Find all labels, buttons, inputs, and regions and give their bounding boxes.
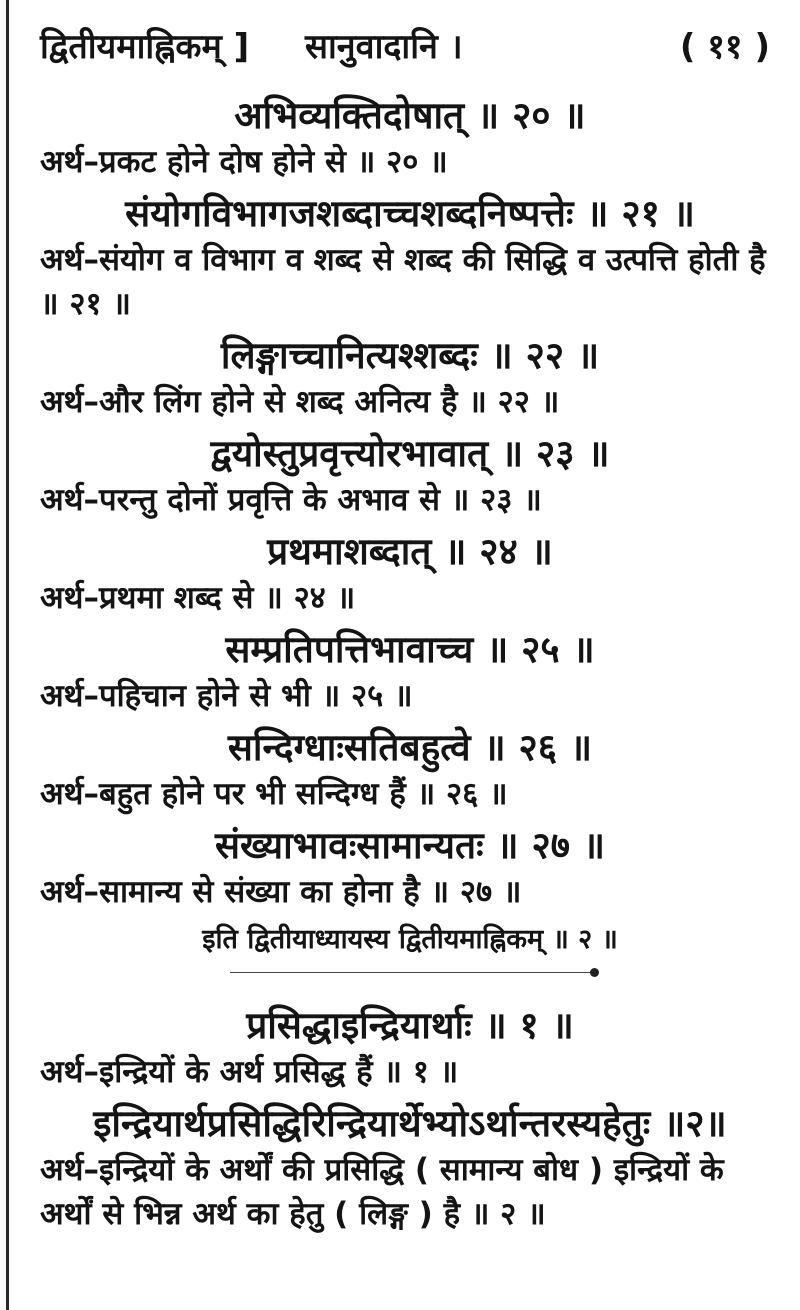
running-header [40, 22, 770, 82]
divider-line [230, 972, 590, 973]
sutra-text: सन्दिग्धाःसतिबहुत्वे ॥ २६ ॥ [227, 726, 593, 769]
header-section-title: द्वितीयमाह्निकम् ] [40, 27, 250, 67]
sutra-text: प्रसिद्धाइन्द्रियार्थाः ॥ १ ॥ [246, 1004, 574, 1047]
sutra-meaning: अर्थ–संयोग व विभाग व शब्द से शब्द की सिद्धि व उत्पत्ति होती है ॥ २१ ॥ [40, 242, 766, 322]
sutra-meaning: अर्थ–और लिंग होने से शब्द अनित्य है ॥ २२ ॥ [40, 384, 560, 420]
sutra-text: सम्प्रतिपत्तिभावाच्च ॥ २५ ॥ [225, 628, 595, 671]
section-divider [230, 966, 590, 980]
sutra-text: इन्द्रियार्थप्रसिद्धिरिन्द्रियार्थेभ्योऽर्थान्तरस्यहेतुः ॥२॥ [93, 1102, 727, 1145]
sutra-meaning: अर्थ–प्रथमा शब्द से ॥ २४ ॥ [40, 580, 356, 616]
sutra-meaning: अर्थ–इन्द्रियों के अर्थों की प्रसिद्धि ( सामान्य बोध ) इन्द्रियों के अर्थों से भिन्न अर्थ का हेतु ( लिङ्ग ) है ॥ २ ॥ [40, 1152, 724, 1232]
sutra-text: संयोगविभागजशब्दाच्चशब्दनिष्पत्तेः ॥ २१ ॥ [125, 192, 695, 235]
sutra-meaning: अर्थ–पहिचान होने से भी ॥ २५ ॥ [40, 678, 413, 714]
sutra-meaning: अर्थ–सामान्य से संख्या का होना है ॥ २७ ॥ [40, 874, 522, 910]
page-body [40, 92, 780, 1242]
chapter-colophon: इति द्वितीयाध्यायस्य द्वितीयमाह्निकम् ॥ २ ॥ [202, 924, 618, 955]
sutra-meaning: अर्थ–इन्द्रियों के अर्थ प्रसिद्ध हैं ॥ १ ॥ [40, 1054, 459, 1090]
sutra-text: अभिव्यक्तिदोषात् ॥ २० ॥ [234, 94, 586, 137]
sutra-text: द्वयोस्तुप्रवृत्त्योरभावात् ॥ २३ ॥ [210, 432, 610, 475]
header-book-title: सानुवादानि । [305, 27, 463, 67]
sutra-meaning: अर्थ–बहुत होने पर भी सन्दिग्ध हैं ॥ २६ ॥ [40, 776, 508, 812]
sutra-text: संख्याभावःसामान्यतः ॥ २७ ॥ [214, 824, 606, 867]
sutra-text: प्रथमाशब्दात् ॥ २४ ॥ [267, 530, 553, 573]
divider-dot-ornament [590, 968, 599, 977]
sutra-meaning: अर्थ–प्रकट होने दोष होने से ॥ २० ॥ [40, 144, 448, 180]
sutra-text: लिङ्गाच्चानित्यश्शब्दः ॥ २२ ॥ [220, 334, 600, 377]
sutra-meaning: अर्थ–परन्तु दोनों प्रवृत्ति के अभाव से ॥ २३ ॥ [40, 482, 542, 518]
header-page-number: ( ११ ) [679, 27, 770, 67]
page-edge-rule [6, 0, 9, 1310]
